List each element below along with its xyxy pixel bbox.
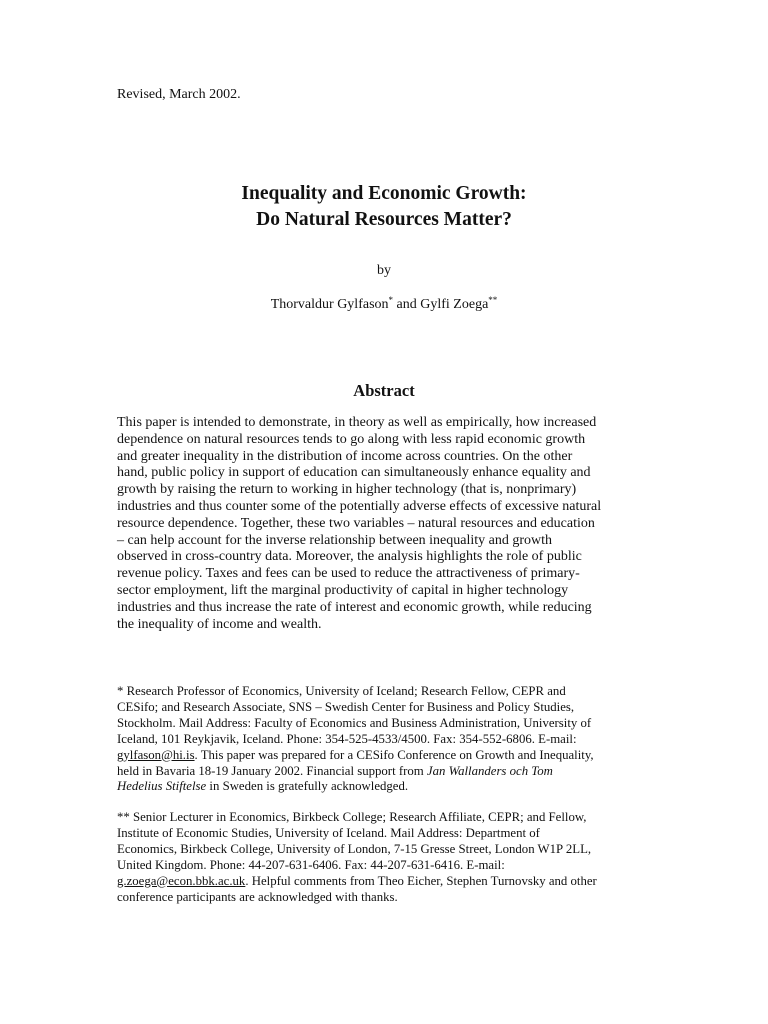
abstract-line: and greater inequality in the distribution of income across countries. On the other [117, 448, 573, 464]
title-line-1: Inequality and Economic Growth: [241, 183, 527, 204]
footnote-line: Stockholm. Mail Address: Faculty of Economics and Business Administration, University of [117, 715, 592, 730]
title-line-2: Do Natural Resources Matter? [256, 209, 512, 230]
footnote-text: . Helpful comments from Theo Eicher, Stephen Turnovsky and other [245, 873, 597, 888]
abstract-line: dependence on natural resources tends to go along with less rapid economic growth [117, 431, 586, 447]
abstract-line: observed in cross-country data. Moreover, the analysis highlights the role of public [117, 549, 582, 565]
footnote-marker: ** [488, 295, 498, 305]
email-link[interactable]: gylfason@hi.is [117, 747, 195, 762]
footnote-line: CESifo; and Research Associate, SNS – Swedish Center for Business and Policy Studies, [117, 699, 575, 714]
author-name: Thorvaldur Gylfason [270, 297, 389, 312]
abstract-line: the inequality of income and wealth. [117, 616, 322, 632]
byline-by: by [377, 263, 391, 278]
footnote-author-2 [117, 810, 655, 905]
abstract-heading: Abstract [353, 381, 415, 400]
footnote-line [117, 874, 655, 890]
footnote-line: United Kingdom. Phone: 44-207-631-6406. Fax: 44-207-631-6416. E-mail: [117, 857, 505, 872]
footnote-author-1 [117, 684, 655, 795]
footnote-text: . This paper was prepared for a CESifo Conference on Growth and Inequality, [194, 747, 594, 762]
footnote-text: held in Bavaria 18-19 January 2002. Financial support from [117, 763, 427, 778]
paper-title [0, 181, 768, 233]
abstract-line: – can help account for the inverse relationship between inequality and growth [117, 532, 553, 548]
footnote-marker: * [388, 295, 394, 305]
author-list [0, 296, 768, 314]
abstract-line: resource dependence. Together, these two variables – natural resources and education [117, 515, 595, 531]
abstract-line: industries and thus increase the rate of interest and economic growth, while reducing [117, 599, 592, 615]
author-conjunction: and [393, 297, 421, 312]
abstract-line: growth by raising the return to working in higher technology (that is, nonprimary) [117, 482, 577, 498]
foundation-name-part-1: Jan Wallanders och Tom [426, 763, 553, 778]
footnote-line: * Research Professor of Economics, University of Iceland; Research Fellow, CEPR and [117, 684, 566, 698]
abstract-body [117, 415, 655, 633]
footnote-line [117, 764, 655, 780]
footnote-line [117, 779, 655, 795]
footnote-line [117, 748, 655, 764]
abstract-line: This paper is intended to demonstrate, in theory as well as empirically, how increased [117, 415, 597, 430]
abstract-line: hand, public policy in support of education can simultaneously enhance equality and [117, 465, 591, 481]
footnote-line: Economics, Birkbeck College, University of London, 7-15 Gresse Street, London W1P 2LL, [117, 841, 592, 856]
abstract-line: industries and thus counter some of the potentially adverse effects of excessive natural [117, 498, 602, 514]
footnote-line: conference participants are acknowledged with thanks. [117, 889, 398, 904]
revision-note: Revised, March 2002. [117, 87, 241, 102]
footnote-text: in Sweden is gratefully acknowledged. [206, 779, 409, 794]
abstract-line: sector employment, lift the marginal productivity of capital in higher technology [117, 582, 569, 598]
author-name: Gylfi Zoega [420, 297, 489, 312]
email-link[interactable]: g.zoega@econ.bbk.ac.uk [117, 873, 246, 888]
foundation-name-part-2: Hedelius Stiftelse [117, 779, 207, 794]
abstract-line: revenue policy. Taxes and fees can be used to reduce the attractiveness of primary- [117, 566, 580, 582]
footnote-line: Institute of Economic Studies, University of Iceland. Mail Address: Department of [117, 825, 540, 840]
footnote-line: ** Senior Lecturer in Economics, Birkbeck College; Research Affiliate, CEPR; and Fellow, [117, 810, 587, 824]
footnote-line: Iceland, 101 Reykjavik, Iceland. Phone: 354-525-4533/4500. Fax: 354-552-6806. E-mail: [117, 731, 577, 746]
